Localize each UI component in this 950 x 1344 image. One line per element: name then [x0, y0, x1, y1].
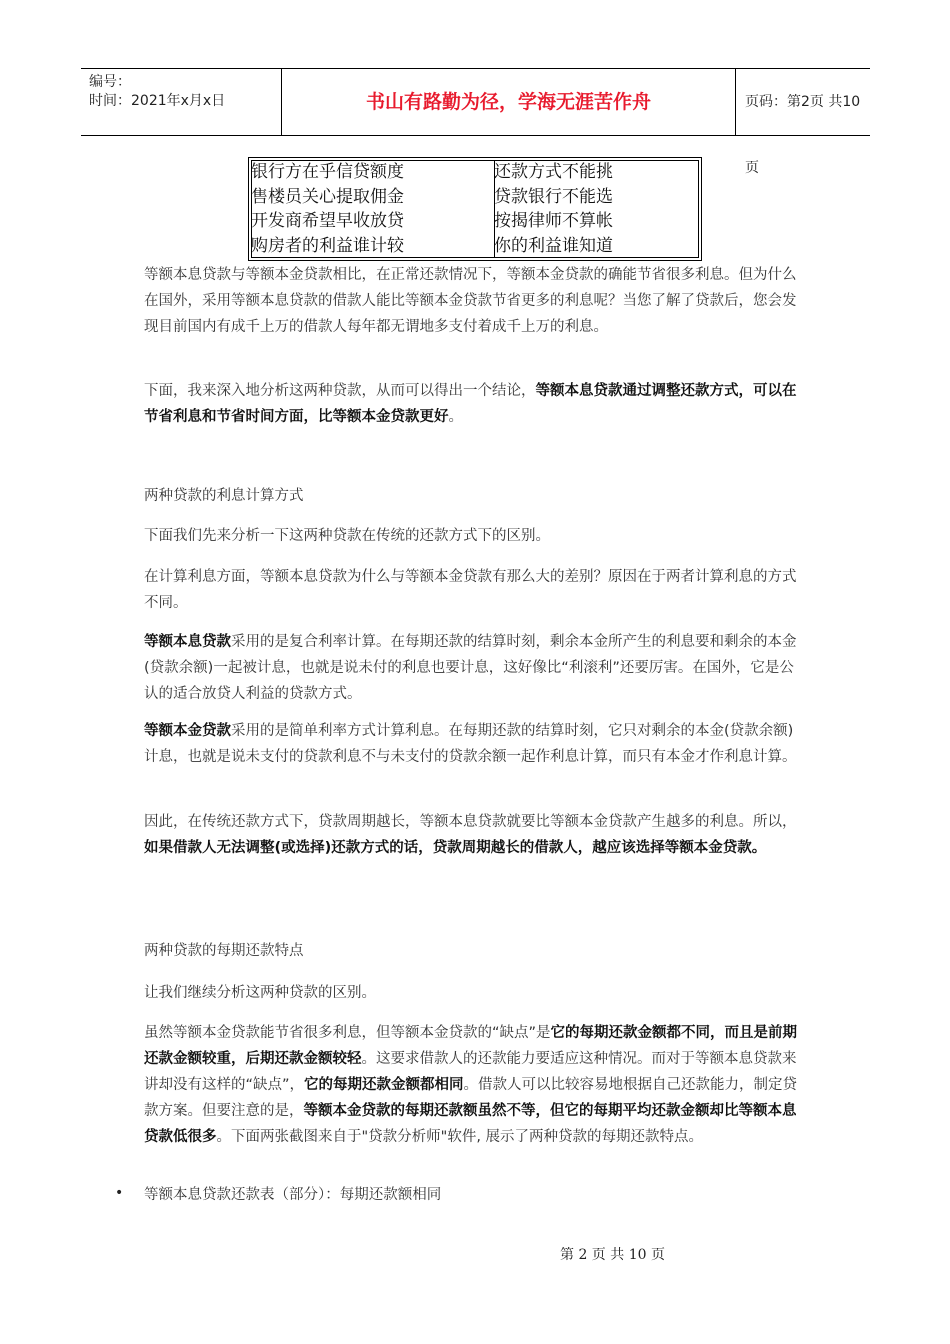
text-span: 因此，在传统还款方式下，贷款周期越长，等额本息贷款就要比等额本金贷款产生越多的利息。所以，: [144, 814, 797, 830]
poem-line: 开发商希望早收放贷: [251, 211, 404, 231]
poem-line: 贷款银行不能选: [494, 186, 613, 207]
bold-text: 等额本金贷款的每期还款额虽然不等，但它的每期平均还款金额却比等额本息贷款低很多: [144, 1103, 797, 1145]
bold-text: 等额本息贷款: [144, 634, 231, 650]
section-heading-interest: 两种贷款的利息计算方式: [144, 488, 304, 504]
poem-line: 你的利益谁知道: [494, 235, 613, 256]
paragraph-therefore: [144, 809, 804, 861]
paragraph-difference: 在计算利息方面，等额本息贷款为什么与等额本金贷款有那么大的差别？原因在于两者计算利息的方式不同。: [144, 569, 797, 611]
poem-line: 银行方在乎信贷额度: [251, 162, 404, 182]
bold-text: 它的每期还款金额都相同: [304, 1077, 464, 1093]
text-span: 。: [448, 409, 463, 425]
poem-line: 售楼员关心提取佣金: [251, 186, 404, 207]
text-span: 采用的是简单利率方式计算利息。在每期还款的结算时刻，它只对剩余的本金(贷款余额)计息，也就是说未支付的贷款利息不与未支付的贷款余额一起作利息计算，而只有本金才作利息计算。: [144, 723, 797, 765]
bold-text: 它的每期还款金额都不同，而且是前期还款金额较重，后期还款金额较轻: [144, 1025, 798, 1067]
text-span: 。借款人可以比较容易地根据自己还款能力，制定贷款方案。但要注意的是，: [144, 1077, 798, 1119]
text-span: 下面，我来深入地分析这两种贷款，从而可以得出一个结论，: [144, 383, 536, 399]
paragraph-intro: 等额本息贷款与等额本金贷款相比，在正常还款情况下，等额本金贷款的确能节省很多利息。但为什么在国外，采用等额本息贷款的借款人能比等额本金贷款节省更多的利息呢？当您了解了贷款后，您会发现目前国内有成千上万的借款人每年都无谓地多支付着成千上万的利息。: [144, 267, 797, 335]
poem-line: 购房者的利益谁计较: [251, 235, 404, 256]
bullet-item: 等额本息贷款还款表（部分）：每期还款额相同: [144, 1187, 442, 1203]
bullet-icon: •: [115, 1185, 124, 1201]
paragraph-continue: 让我们继续分析这两种贷款的区别。: [144, 985, 376, 1001]
text-span: 。下面两张截图来自于"贷款分析师"软件, 展示了两种贷款的每期还款特点。: [216, 1129, 704, 1145]
poem-line: 还款方式不能挑: [494, 162, 613, 182]
text-span: 采用的是复合利率计算。在每期还款的结算时刻，剩余本金所产生的利息要和剩余的本金(贷款余额)一起被计息，也就是说未付的利息也要计息，这好像比“利滚利”还要厉害。在国外，它是公认的适合放贷人利益的贷款方式。: [144, 634, 797, 702]
poem-right-column: [494, 160, 613, 258]
section-heading-repayment: 两种贷款的每期还款特点: [144, 943, 304, 959]
paragraph-features: [144, 1020, 804, 1150]
bold-text: 等额本息贷款通过调整还款方式，可以在节省利息和节省时间方面，比等额本金贷款更好: [144, 383, 797, 425]
paragraph-equal-principal: [144, 718, 804, 770]
bold-text: 如果借款人无法调整(或选择)还款方式的话，贷款周期越长的借款人，越应该选择等额本金贷款。: [144, 840, 767, 856]
header-motto: 书山有路勤为径，学海无涯苦作舟: [282, 69, 736, 135]
header-meta: [81, 69, 282, 135]
text-span: 。这要求借款人的还款能力要适应这种情况。而对于等额本息贷款来讲却没有这样的“缺点”，: [144, 1051, 797, 1093]
number-label: 编号：: [89, 74, 131, 90]
poem-left-column: [251, 160, 404, 258]
page-footer: 第 2 页 共 10 页: [560, 1247, 665, 1263]
text-span: 虽然等额本金贷款能节省很多利息，但等额本金贷款的“缺点”是: [144, 1025, 551, 1041]
time-label: 时间：2021年x月x日: [89, 93, 226, 109]
paragraph-conclusion: [144, 378, 804, 430]
poem-table: [248, 157, 702, 261]
bold-text: 等额本金贷款: [144, 723, 231, 739]
poem-line: 按揭律师不算帐: [494, 211, 613, 231]
header-page-info: 页码：第2页 共10页: [745, 94, 861, 176]
paragraph-equal-installment: [144, 629, 804, 707]
paragraph-analysis: 下面我们先来分析一下这两种贷款在传统的还款方式下的区别。: [144, 528, 550, 544]
